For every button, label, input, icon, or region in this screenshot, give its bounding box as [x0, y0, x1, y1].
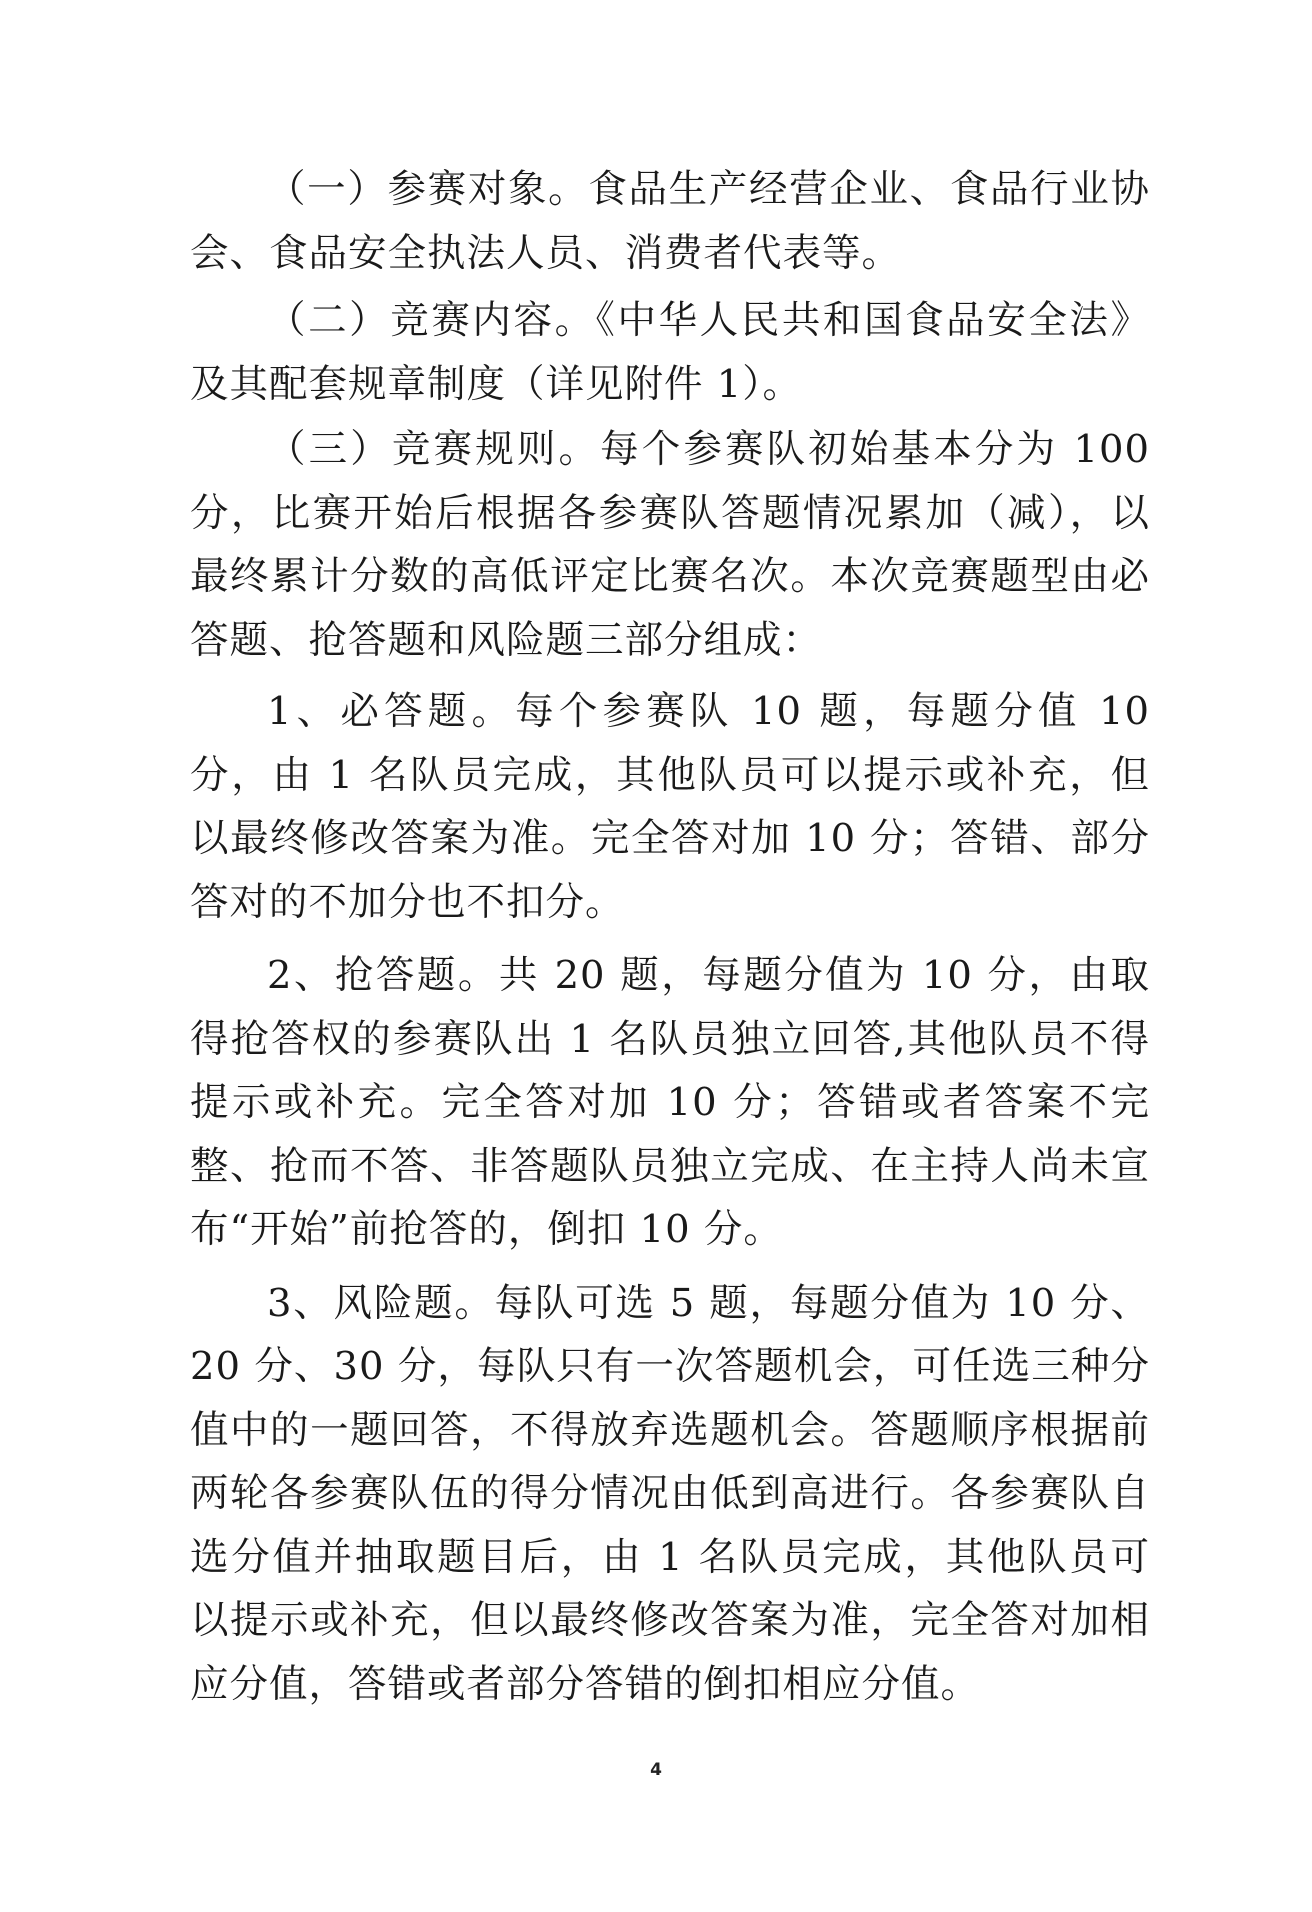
paragraph-required-questions: 1、必答题。每个参赛队 10 题，每题分值 10 分，由 1 名队员完成，其他队员可以提示或补充，但以最终修改答案为准。完全答对加 10 分；答错、部分答对的不加分也不扣分。 — [190, 689, 1150, 925]
paragraph-content: （二）竞赛内容。《中华人民共和国食品安全法》及其配套规章制度（详见附件 1）。 — [190, 298, 1150, 407]
document-body — [190, 158, 1150, 1716]
paragraph-buzzer-questions: 2、抢答题。共 20 题，每题分值为 10 分，由取得抢答权的参赛队出 1 名队员独立回答,其他队员不得提示或补充。完全答对加 10 分；答错或者答案不完整、抢而不答、非答题队员独立完成、在主持人尚未宣布“开始”前抢答的，倒扣 10 分。 — [190, 953, 1150, 1252]
paragraph-risk-questions: 3、风险题。每队可选 5 题，每题分值为 10 分、20 分、30 分，每队只有一次答题机会，可任选三种分值中的一题回答，不得放弃选题机会。答题顺序根据前两轮各参赛队伍的得分情况由低到高进行。各参赛队自选分值并抽取题目后，由 1 名队员完成，其他队员可以提示或补充，但以最终修改答案为准，完全答对加相应分值，答错或者部分答错的倒扣相应分值。 — [190, 1280, 1150, 1707]
page-number: 4 — [650, 1760, 662, 1780]
paragraph-participants: （一）参赛对象。食品生产经营企业、食品行业协会、食品安全执法人员、消费者代表等。 — [190, 167, 1150, 276]
paragraph-rules: （三）竞赛规则。每个参赛队初始基本分为 100 分，比赛开始后根据各参赛队答题情况累加（减），以最终累计分数的高低评定比赛名次。本次竞赛题型由必答题、抢答题和风险题三部分组成： — [190, 427, 1150, 663]
